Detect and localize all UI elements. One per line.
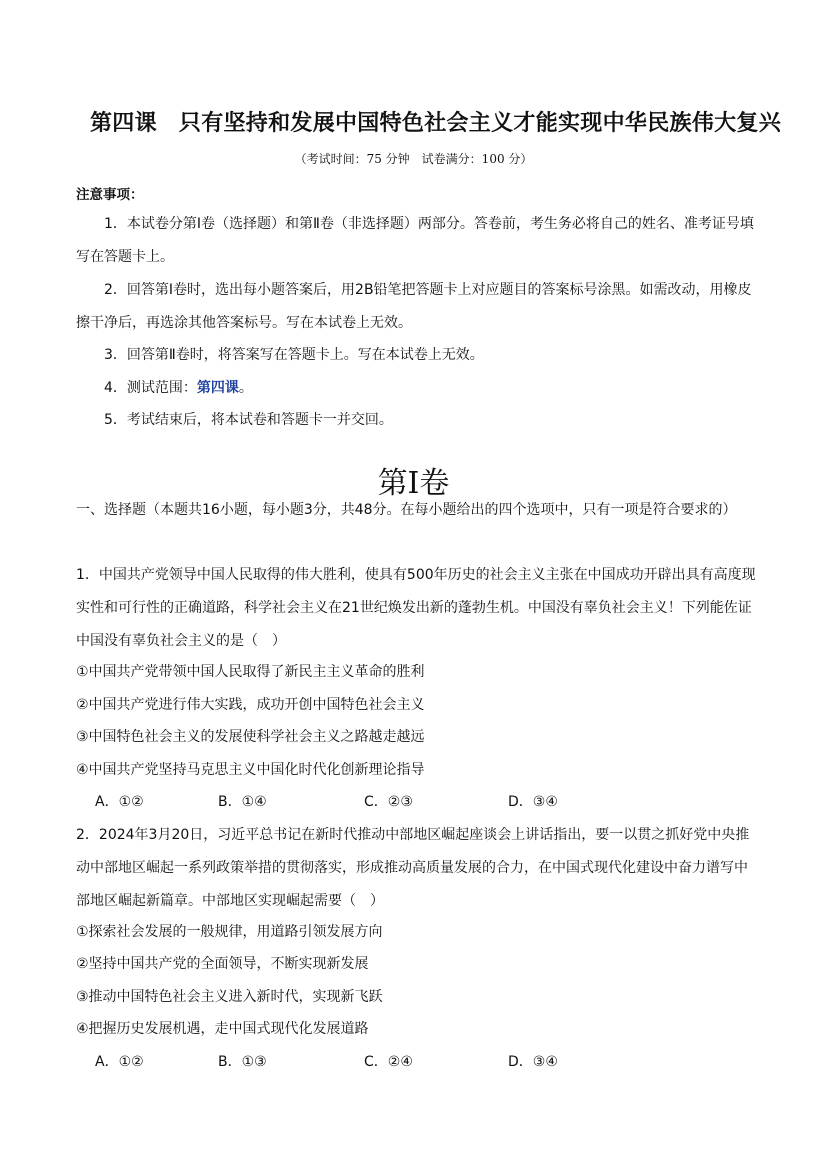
section-heading: 一、选择题（本题共16小题，每小题3分，共48分。在每小题给出的四个选项中，只有一项是符合要求的） xyxy=(76,502,737,518)
question-1-statement-1: ①中国共产党带领中国人民取得了新民主主义革命的胜利 xyxy=(76,664,425,680)
question-1-option-b: B．①④ xyxy=(218,794,267,810)
lesson-title: 只有坚持和发展中国特色社会主义才能实现中华民族伟大复兴 xyxy=(178,110,782,136)
question-1-option-a: A．①② xyxy=(95,794,144,810)
notes-heading: 注意事项： xyxy=(76,187,144,203)
volume-title: 第I卷 xyxy=(377,466,450,501)
question-2-option-b: B．①③ xyxy=(218,1054,267,1070)
page-title xyxy=(90,106,781,137)
question-2-statement-4: ④把握历史发展机遇，走中国式现代化发展道路 xyxy=(76,1021,369,1037)
question-1-statement-4: ④中国共产党坚持马克思主义中国化时代化创新理论指导 xyxy=(76,762,425,778)
note-item-1: 1．本试卷分第Ⅰ卷（选择题）和第Ⅱ卷（非选择题）两部分。答卷前，考生务必将自己的姓名、准考证号填写在答题卡上。 xyxy=(76,216,754,265)
note-item-4-suffix: 。 xyxy=(238,380,253,396)
question-2-statement-2: ②坚持中国共产党的全面领导，不断实现新发展 xyxy=(76,956,369,972)
question-1-statement-3: ③中国特色社会主义的发展使科学社会主义之路越走越远 xyxy=(76,729,425,745)
question-1-option-d: D．③④ xyxy=(508,794,558,810)
question-2-statement-1: ①探索社会发展的一般规律，用道路引领发展方向 xyxy=(76,924,383,940)
question-2-option-d: D．③④ xyxy=(508,1054,558,1070)
question-2-stem: 2．2024年3月20日，习近平总书记在新时代推动中部地区崛起座谈会上讲话指出，要一以贯之抓好党中央推动中部地区崛起一系列政策举措的贯彻落实，形成推动高质量发展的合力，在中国式现代化建设中奋力谱写中部地区崛起新篇章。中部地区实现崛起需要（ ） xyxy=(76,827,750,909)
question-2-option-c: C．②④ xyxy=(364,1054,413,1070)
question-1-statement-2: ②中国共产党进行伟大实践，成功开创中国特色社会主义 xyxy=(76,697,425,713)
note-item-2: 2．回答第Ⅰ卷时，选出每小题答案后，用2B铅笔把答题卡上对应题目的答案标号涂黑。如需改动，用橡皮擦干净后，再选涂其他答案标号。写在本试卷上无效。 xyxy=(76,282,752,331)
question-2-statement-3: ③推动中国特色社会主义进入新时代，实现新飞跃 xyxy=(76,989,383,1005)
lesson-label: 第四课 xyxy=(90,110,157,136)
question-1-stem: 1．中国共产党领导中国人民取得的伟大胜利，使具有500年历史的社会主义主张在中国成功开辟出具有高度现实性和可行性的正确道路，科学社会主义在21世纪焕发出新的蓬勃生机。中国没有辜负社会主义！下列能佐证中国没有辜负社会主义的是（ ） xyxy=(76,567,756,649)
question-2-option-a: A．①② xyxy=(95,1054,144,1070)
note-item-5: 5．考试结束后，将本试卷和答题卡一并交回。 xyxy=(104,412,393,428)
note-item-4-prefix: 4．测试范围： xyxy=(104,380,197,396)
question-1-option-c: C．②③ xyxy=(364,794,413,810)
test-scope-link: 第四课 xyxy=(196,380,239,396)
note-item-3: 3．回答第Ⅱ卷时，将答案写在答题卡上。写在本试卷上无效。 xyxy=(104,347,484,363)
note-item-4 xyxy=(76,372,756,405)
exam-info: （考试时间：75 分钟 试卷满分：100 分） xyxy=(294,152,533,166)
